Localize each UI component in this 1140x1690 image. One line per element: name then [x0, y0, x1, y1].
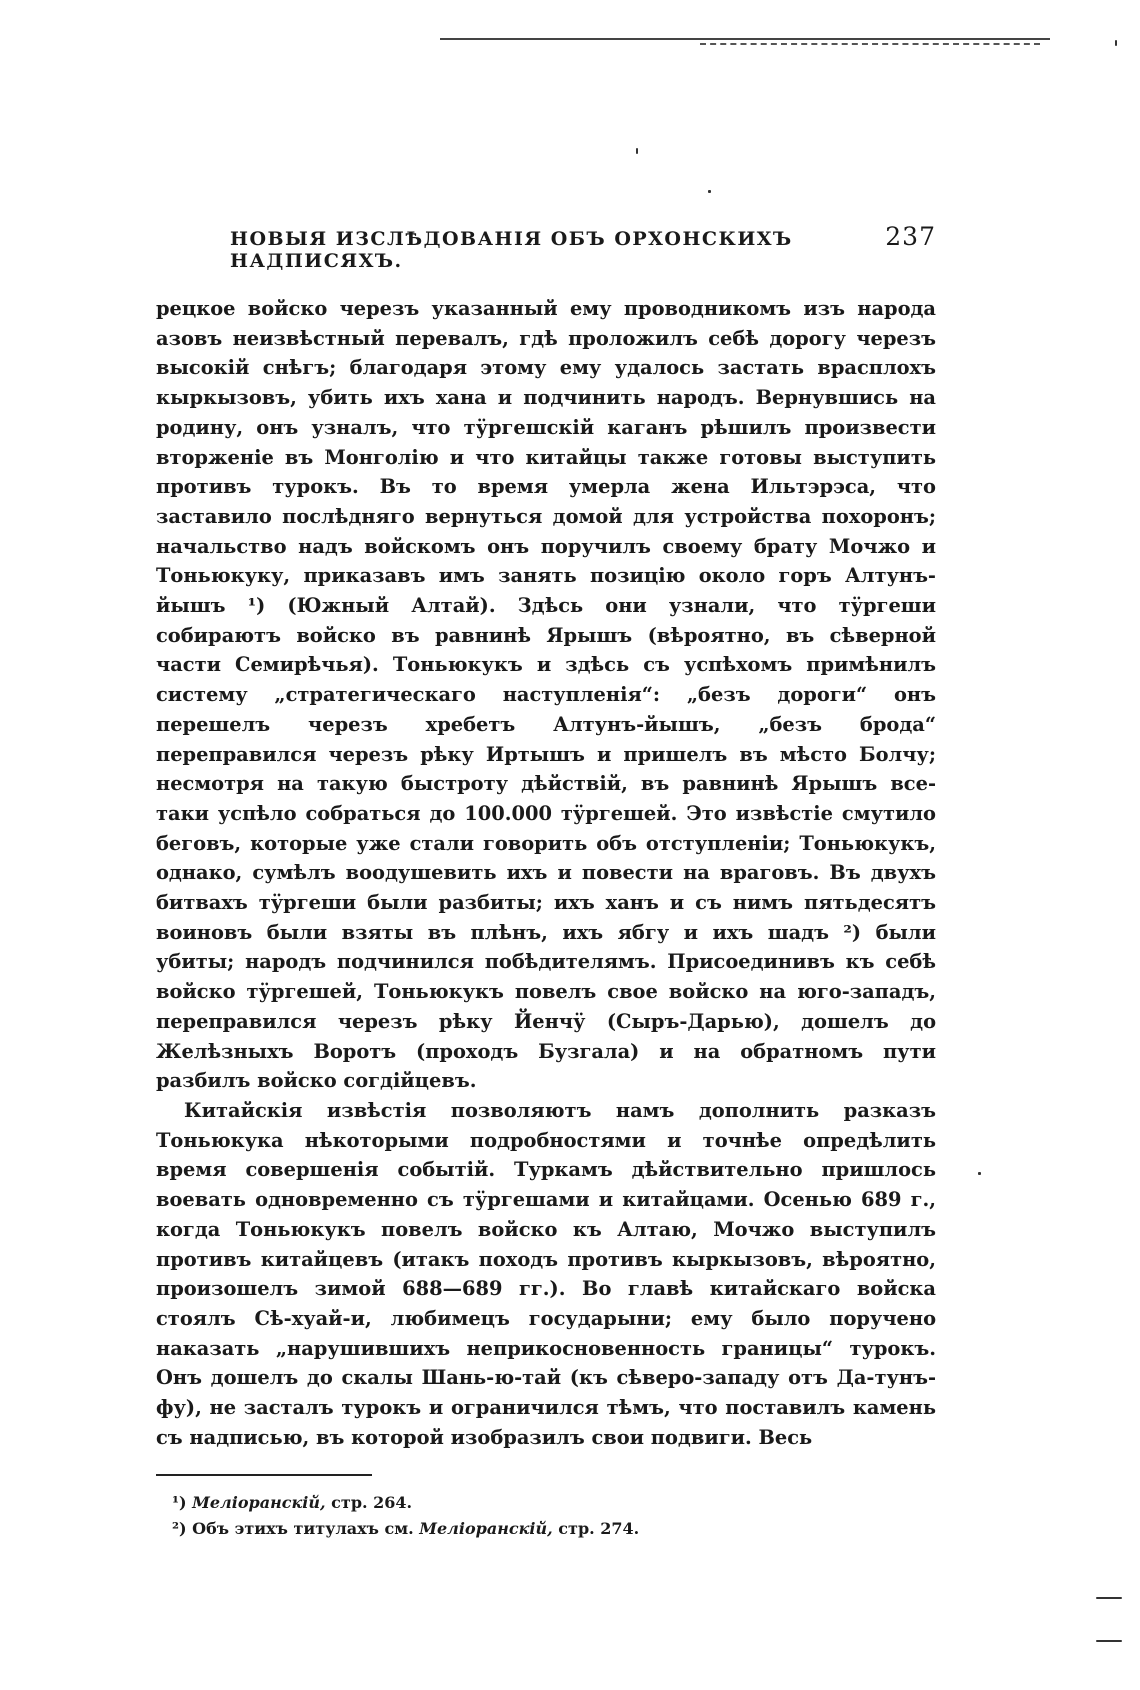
footnote-2 [156, 1516, 936, 1542]
footnote-text: стр. 274. [558, 1519, 640, 1539]
running-title: НОВЫЯ ИЗСЛѢДОВАНІЯ ОБЪ ОРХОНСКИХЪ НАДПИСЯХЪ. [230, 228, 793, 272]
book-page [156, 222, 936, 1542]
footnote-author: Меліоранскій, [419, 1519, 553, 1539]
scan-artifact-rule [440, 38, 1050, 40]
scan-artifact-dashes [700, 43, 1040, 45]
footnote-marker: ¹) [172, 1493, 187, 1513]
page-number: 237 [885, 222, 936, 251]
scan-speck [636, 148, 638, 154]
scan-speck [708, 190, 711, 193]
scan-speck [1096, 1597, 1122, 1599]
footnote-divider [156, 1474, 372, 1476]
paragraph-2: Китайскія извѣстія позволяютъ намъ дополнить разказъ Тоньюкука нѣкоторыми подробностями и точнѣе опредѣлить время совершенія событій. Туркамъ дѣйствительно пришлось воевать одновременно съ тӱргешами и китайцами. Осенью 689 г., когда Тоньюкукъ повелъ войско къ Алтаю, Мочжо выступилъ противъ китайцевъ (итакъ походъ противъ кыркызовъ, вѣроятно, произошелъ зимой 688—689 гг.). Во главѣ китайскаго войска стоялъ Сѣ-хуай-и, любимецъ государыни; ему было поручено наказать „нарушившихъ неприкосновенность границы“ турокъ. Онъ дошелъ до скалы Шань-ю-тай (къ сѣверо-западу отъ Да-тунъ-фу), не засталъ турокъ и ограничился тѣмъ, что поставилъ камень съ надписью, въ которой изобразилъ свои подвиги. Весь [156, 1098, 936, 1449]
footnote-prefix: Объ этихъ титулахъ см. [192, 1519, 414, 1539]
body-text [156, 294, 936, 1452]
footnote-1 [156, 1490, 936, 1516]
footnote-author: Меліоранскій, [192, 1493, 326, 1513]
running-head [156, 222, 936, 272]
footnote-marker: ²) [172, 1519, 187, 1539]
scan-speck [1096, 1640, 1122, 1642]
footnote-text: стр. 264. [331, 1493, 413, 1513]
scan-speck [1115, 40, 1117, 46]
paragraph-1: рецкое войско черезъ указанный ему проводникомъ изъ народа азовъ неизвѣстный перевалъ, гдѣ проложилъ себѣ дорогу черезъ высокій снѣгъ; благодаря этому ему удалось застать врасплохъ кыркызовъ, убить ихъ хана и подчинить народъ. Вернувшись на родину, онъ узналъ, что тӱргешскій каганъ рѣшилъ произвести вторженіе въ Монголію и что китайцы также готовы выступить противъ турокъ. Въ то время умерла жена Ильтэрэса, что заставило послѣдняго вернуться домой для устройства похоронъ; начальство надъ войскомъ онъ поручилъ своему брату Мочжо и Тоньюкуку, приказавъ имъ занять позицію около горъ Алтунъ-йышъ ¹) (Южный Алтай). Здѣсь они узнали, что тӱргеши собираютъ войско въ равнинѣ Ярышъ (вѣроятно, въ сѣверной части Семирѣчья). Тоньюкукъ и здѣсь съ успѣхомъ примѣнилъ систему „стратегическаго наступленія“: „безъ дороги“ онъ перешелъ черезъ хребетъ Алтунъ-йышъ, „безъ брода“ переправился черезъ рѣку Иртышъ и пришелъ въ мѣсто Болчу; несмотря на такую быстроту дѣйствій, въ равнинѣ Ярышъ все-таки успѣло собраться до 100.000 тӱргешей. Это извѣстіе смутило беговъ, которые уже стали говорить объ отступленіи; Тоньюкукъ, однако, сумѣлъ воодушевить ихъ и повести на враговъ. Въ двухъ битвахъ тӱргеши были разбиты; ихъ ханъ и съ нимъ пятьдесятъ воиновъ были взяты въ плѣнъ, ихъ ябгу и ихъ шадъ ²) были убиты; народъ подчинился побѣдителямъ. Присоединивъ къ себѣ войско тӱргешей, Тоньюкукъ повелъ свое войско на юго-западъ, переправился черезъ рѣку Йенчӱ (Сыръ-Дарью), дошелъ до Желѣзныхъ Воротъ (проходъ Бузгала) и на обратномъ пути разбилъ войско согдійцевъ. [156, 297, 936, 1093]
scan-speck [978, 1172, 981, 1175]
